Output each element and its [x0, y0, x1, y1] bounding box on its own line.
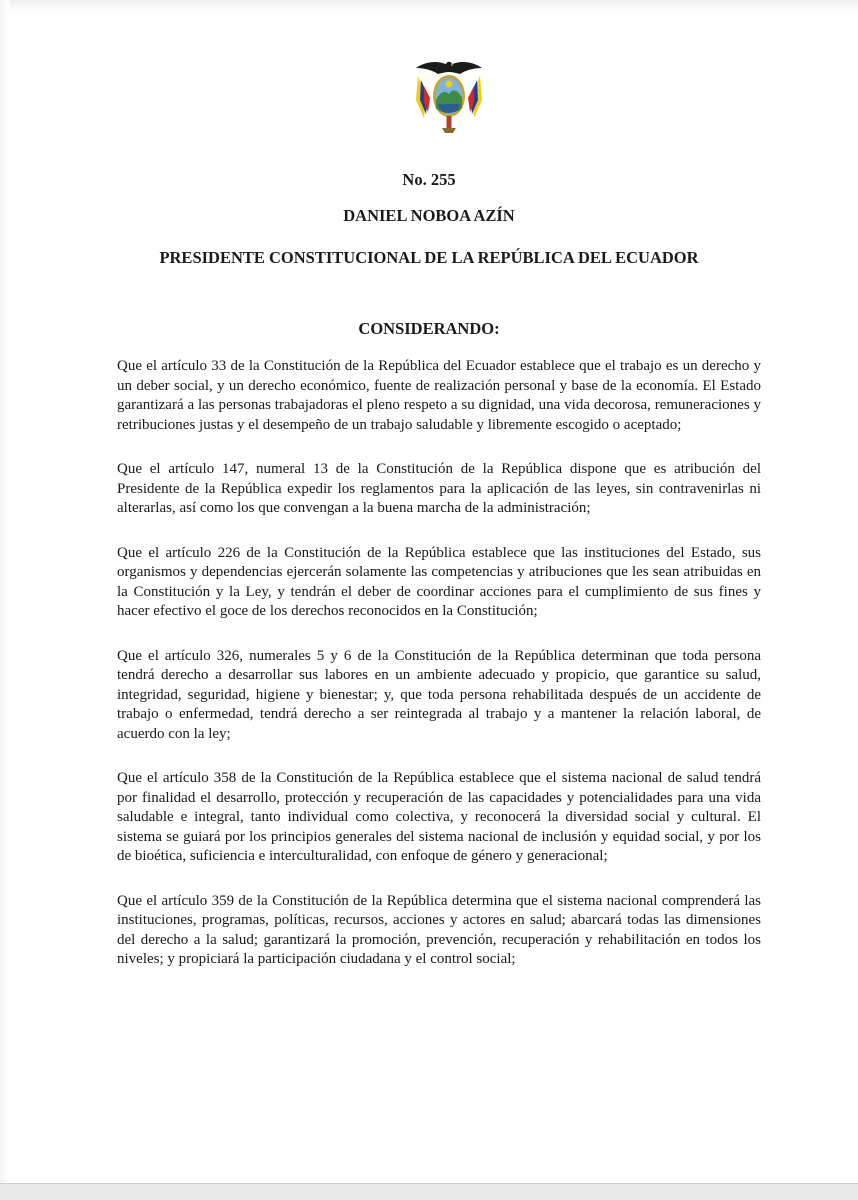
paragraph: Que el artículo 33 de la Constitución de la República del Ecuador establece que el trabajo es un derecho y un deber social, y un derecho económico, fuente de realización personal y base de la economía. El Estado garantizará a las personas trabajadoras el pleno respeto a su dignidad, una vida decorosa, remuneraciones y retribuciones justas y el desempeño de un trabajo saludable y libremente escogido o aceptado;	[117, 358, 761, 433]
president-name: DANIEL NOBOA AZÍN	[343, 206, 515, 225]
ecuador-coat-of-arms-icon	[412, 56, 486, 134]
paragraph: Que el artículo 147, numeral 13 de la Constitución de la República dispone que es atribución del Presidente de la República expedir los reglamentos para la aplicación de las leyes, sin contravenirlas ni alterarlas, así como los que convengan a la buena marcha de la administración;	[117, 461, 761, 516]
paragraph: Que el artículo 358 de la Constitución de la República establece que el sistema nacional de salud tendrá por finalidad el desarrollo, protección y recuperación de las capacidades y potencialidades para una vida saludable e integral, tanto individual como colectiva, y reconocerá la diversidad social y cultural. El sistema se guiará por los principios generales del sistema nacional de inclusión y equidad social, y por los de bioética, suficiencia e interculturalidad, con enfoque de género y generacional;	[117, 770, 761, 864]
page-bottom-edge	[0, 1183, 858, 1200]
president-office: PRESIDENTE CONSTITUCIONAL DE LA REPÚBLICA DEL ECUADOR	[159, 248, 699, 267]
section-heading: CONSIDERANDO:	[358, 319, 500, 338]
document-body	[117, 357, 761, 995]
paragraph: Que el artículo 359 de la Constitución de la República determina que el sistema nacional comprenderá las instituciones, programas, políticas, recursos, acciones y actores en salud; abarcará todas las dimensiones del derecho a la salud; garantizará la promoción, prevención, recuperación y rehabilitación en todos los niveles; y propiciará la participación ciudadana y el control social;	[117, 892, 761, 967]
paragraph: Que el artículo 326, numerales 5 y 6 de la Constitución de la República determinan que toda persona tendrá derecho a desarrollar sus labores en un ambiente adecuado y propicio, que garantice su salud, integridad, seguridad, higiene y bienestar; y, que toda persona rehabilitada después de un accidente de trabajo o enfermedad, tendrá derecho a ser reintegrada al trabajo y a mantener la relación laboral, de acuerdo con la ley;	[117, 647, 761, 742]
page-top-edge	[0, 0, 858, 12]
paragraph: Que el artículo 226 de la Constitución de la República establece que las instituciones del Estado, sus organismos y dependencias ejercerán solamente las competencias y atribuciones que les sean atribuidas en la Constitución y la Ley, y tendrán el deber de coordinar acciones para el cumplimiento de sus fines y hacer efectivo el goce de los derechos reconocidos en la Constitución;	[117, 544, 761, 619]
decree-number: No. 255	[402, 170, 456, 189]
